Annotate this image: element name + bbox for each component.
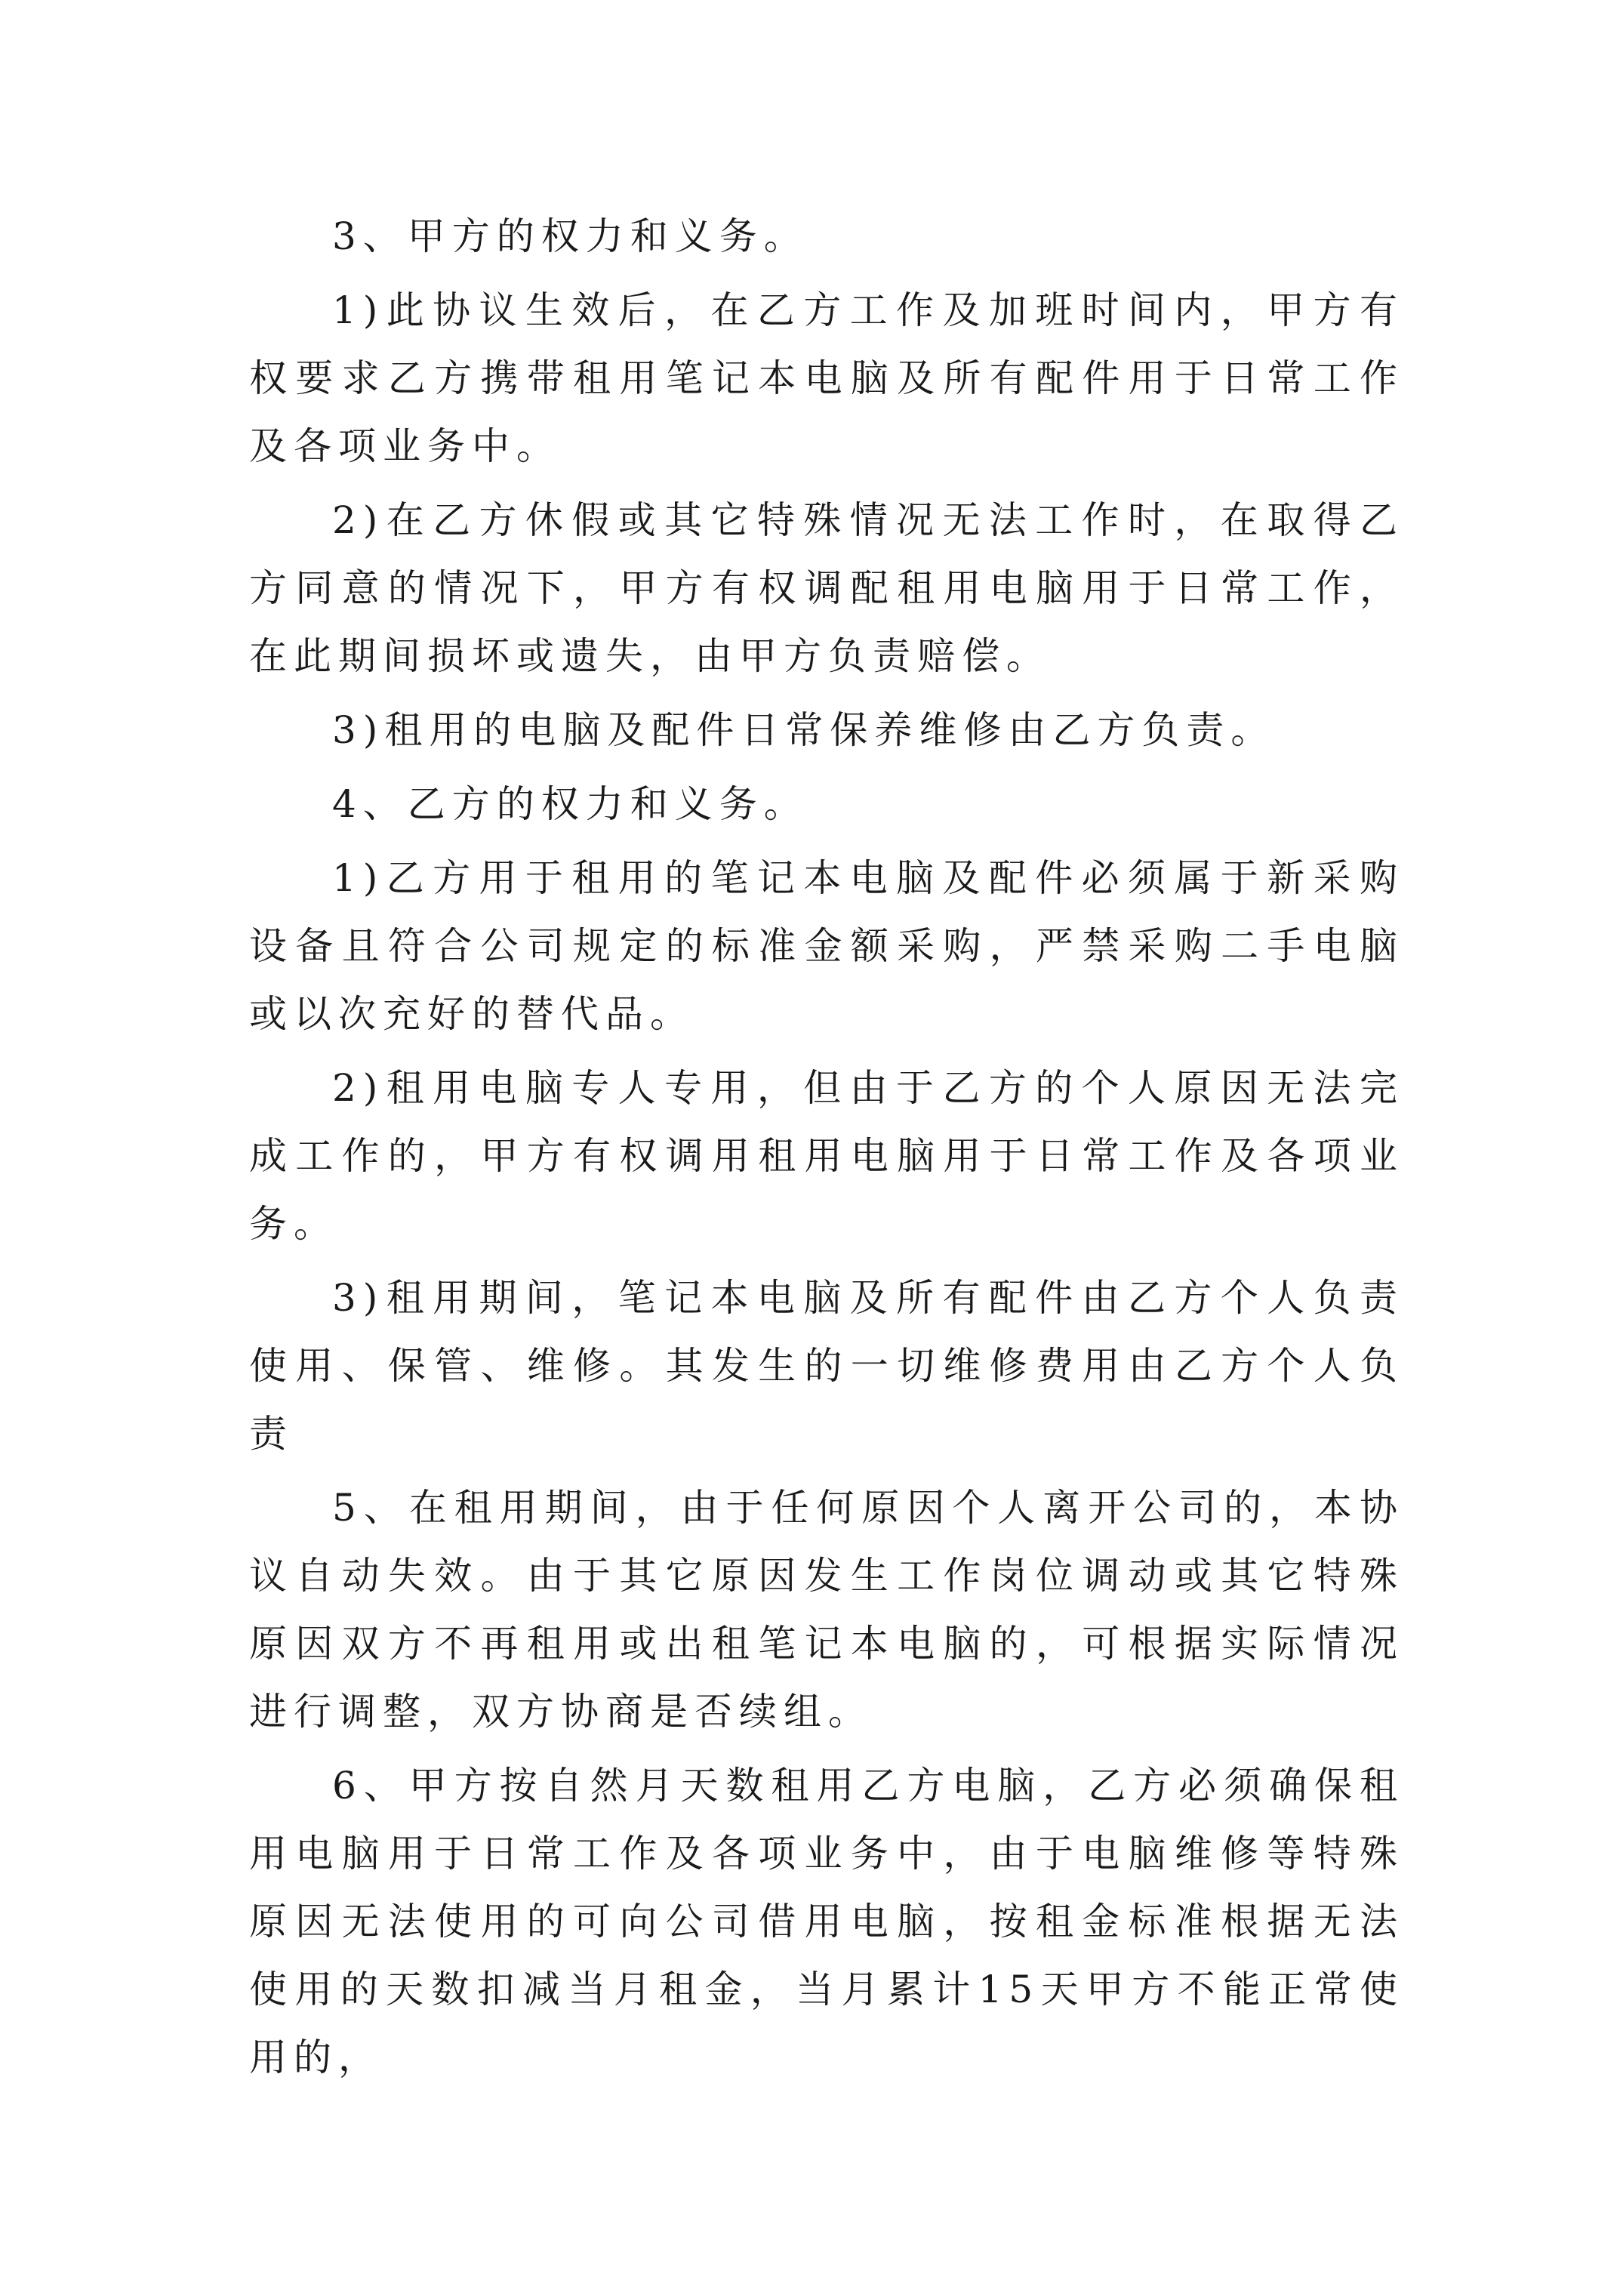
paragraph-4-3: 3)租用期间，笔记本电脑及所有配件由乙方个人负责使用、保管、维修。其发生的一切维修费用由乙方个人负责 — [249, 1276, 1404, 1456]
paragraph-section-4-heading: 4、乙方的权力和义务。 — [332, 782, 808, 826]
paragraph-3-1: 1)此协议生效后，在乙方工作及加班时间内，甲方有权要求乙方携带租用笔记本电脑及所有配件用于日常工作及各项业务中。 — [249, 288, 1404, 468]
paragraph-section-5: 5、在租用期间，由于任何原因个人离开公司的，本协议自动失效。由于其它原因发生工作岗位调动或其它特殊原因双方不再租用或出租笔记本电脑的，可根据实际情况进行调整，双方协商是否续组。 — [249, 1486, 1404, 1734]
paragraph-3-2: 2)在乙方休假或其它特殊情况无法工作时，在取得乙方同意的情况下，甲方有权调配租用电脑用于日常工作，在此期间损坏或遗失，由甲方负责赔偿。 — [249, 498, 1404, 678]
paragraph-section-6: 6、甲方按自然月天数租用乙方电脑，乙方必须确保租用电脑用于日常工作及各项业务中，由于电脑维修等特殊原因无法使用的可向公司借用电脑，按租金标准根据无法使用的天数扣减当月租金，当月累计15天甲方不能正常使用的， — [249, 1764, 1404, 2079]
paragraph-4-1: 1)乙方用于租用的笔记本电脑及配件必须属于新采购设备且符合公司规定的标准金额采购，严禁采购二手电脑或以次充好的替代品。 — [249, 856, 1404, 1036]
paragraph-3-3: 3)租用的电脑及配件日常保养维修由乙方负责。 — [332, 708, 1276, 752]
paragraph-4-2: 2)租用电脑专人专用，但由于乙方的个人原因无法完成工作的，甲方有权调用租用电脑用于日常工作及各项业务。 — [249, 1066, 1404, 1246]
document-body — [249, 202, 1404, 2097]
paragraph-section-3-heading: 3、甲方的权力和义务。 — [332, 214, 808, 258]
